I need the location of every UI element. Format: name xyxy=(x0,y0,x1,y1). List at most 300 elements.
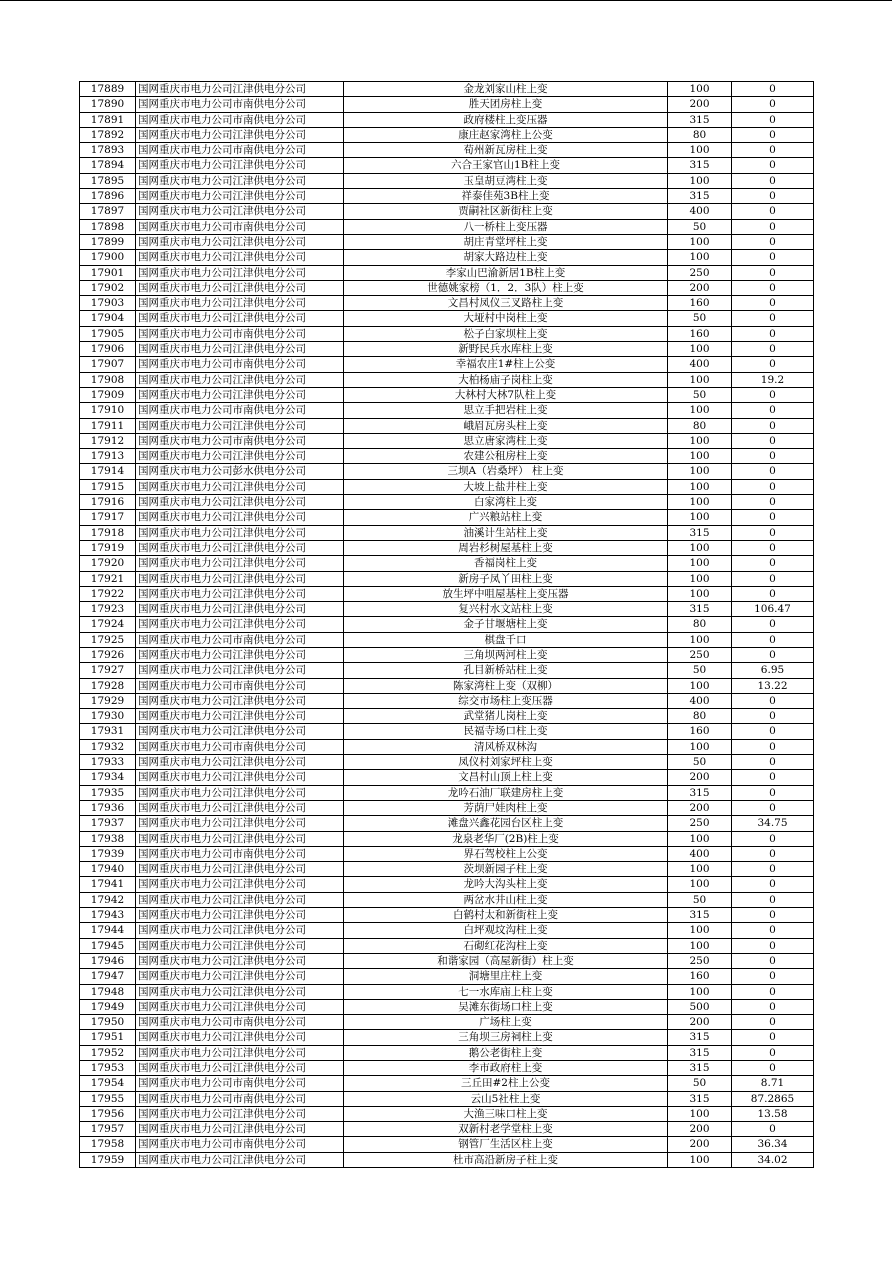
table-row xyxy=(80,82,814,97)
company-cell: 国网重庆市电力公司市南供电分公司 xyxy=(136,1076,344,1091)
value-cell: 0 xyxy=(732,1015,814,1030)
table-row xyxy=(80,846,814,861)
transformer-name-cell: 龙吟大沟头柱上变 xyxy=(344,877,668,892)
capacity-cell: 50 xyxy=(668,1076,732,1091)
transformer-name-cell: 滩盘兴鑫花园台区柱上变 xyxy=(344,816,668,831)
company-cell: 国网重庆市电力公司江津供电分公司 xyxy=(136,510,344,525)
company-cell: 国网重庆市电力公司市南供电分公司 xyxy=(136,357,344,372)
table-row xyxy=(80,1122,814,1137)
table-row xyxy=(80,755,814,770)
value-cell: 0 xyxy=(732,908,814,923)
row-id-cell: 17919 xyxy=(80,540,136,555)
table-row xyxy=(80,632,814,647)
table-row xyxy=(80,464,814,479)
value-cell: 0 xyxy=(732,571,814,586)
capacity-cell: 100 xyxy=(668,433,732,448)
table-row xyxy=(80,97,814,112)
transformer-name-cell: 大柏杨庙子岗柱上变 xyxy=(344,372,668,387)
value-cell: 34.75 xyxy=(732,816,814,831)
transformer-name-cell: 三角坝三房祠柱上变 xyxy=(344,1030,668,1045)
capacity-cell: 100 xyxy=(668,556,732,571)
company-cell: 国网重庆市电力公司江津供电分公司 xyxy=(136,204,344,219)
company-cell: 国网重庆市电力公司江津供电分公司 xyxy=(136,1030,344,1045)
row-id-cell: 17894 xyxy=(80,158,136,173)
transformer-name-cell: 胡庄青堂坪柱上变 xyxy=(344,234,668,249)
value-cell: 0 xyxy=(732,173,814,188)
row-id-cell: 17932 xyxy=(80,739,136,754)
value-cell: 0 xyxy=(732,250,814,265)
transformer-name-cell: 凤仪村刘家坪柱上变 xyxy=(344,755,668,770)
row-id-cell: 17940 xyxy=(80,862,136,877)
company-cell: 国网重庆市电力公司江津供电分公司 xyxy=(136,586,344,601)
value-cell: 13.58 xyxy=(732,1106,814,1121)
table-row xyxy=(80,800,814,815)
row-id-cell: 17892 xyxy=(80,127,136,142)
value-cell: 0 xyxy=(732,1061,814,1076)
transformer-name-cell: 胜天团房柱上变 xyxy=(344,97,668,112)
row-id-cell: 17951 xyxy=(80,1030,136,1045)
capacity-cell: 100 xyxy=(668,571,732,586)
transformer-name-cell: 综交市场柱上变压器 xyxy=(344,693,668,708)
table-row xyxy=(80,862,814,877)
transformer-name-cell: 石砌红花沟柱上变 xyxy=(344,938,668,953)
row-id-cell: 17931 xyxy=(80,724,136,739)
row-id-cell: 17905 xyxy=(80,326,136,341)
table-row xyxy=(80,158,814,173)
table-row xyxy=(80,280,814,295)
company-cell: 国网重庆市电力公司江津供电分公司 xyxy=(136,479,344,494)
table-row xyxy=(80,250,814,265)
company-cell: 国网重庆市电力公司江津供电分公司 xyxy=(136,342,344,357)
value-cell: 0 xyxy=(732,938,814,953)
capacity-cell: 100 xyxy=(668,862,732,877)
transformer-name-cell: 两岔水井山柱上变 xyxy=(344,892,668,907)
value-cell: 0 xyxy=(732,143,814,158)
value-cell: 0 xyxy=(732,265,814,280)
table-row xyxy=(80,770,814,785)
value-cell: 0 xyxy=(732,739,814,754)
table-row xyxy=(80,510,814,525)
table-row xyxy=(80,112,814,127)
table-row xyxy=(80,1045,814,1060)
row-id-cell: 17918 xyxy=(80,525,136,540)
transformer-name-cell: 松子白家坝柱上变 xyxy=(344,326,668,341)
table-row xyxy=(80,1030,814,1045)
company-cell: 国网重庆市电力公司江津供电分公司 xyxy=(136,1152,344,1167)
table-row xyxy=(80,418,814,433)
value-cell: 0 xyxy=(732,403,814,418)
capacity-cell: 200 xyxy=(668,770,732,785)
table-row xyxy=(80,311,814,326)
value-cell: 0 xyxy=(732,342,814,357)
transformer-name-cell: 陈家湾柱上变（双柳） xyxy=(344,678,668,693)
row-id-cell: 17914 xyxy=(80,464,136,479)
capacity-cell: 500 xyxy=(668,999,732,1014)
value-cell: 0 xyxy=(732,586,814,601)
capacity-cell: 100 xyxy=(668,923,732,938)
capacity-cell: 160 xyxy=(668,296,732,311)
company-cell: 国网重庆市电力公司江津供电分公司 xyxy=(136,418,344,433)
capacity-cell: 400 xyxy=(668,357,732,372)
transformer-name-cell: 新野民兵水库柱上变 xyxy=(344,342,668,357)
transformer-name-cell: 大坡上盐井柱上变 xyxy=(344,479,668,494)
capacity-cell: 100 xyxy=(668,234,732,249)
row-id-cell: 17925 xyxy=(80,632,136,647)
capacity-cell: 80 xyxy=(668,617,732,632)
capacity-cell: 80 xyxy=(668,418,732,433)
company-cell: 国网重庆市电力公司市南供电分公司 xyxy=(136,632,344,647)
row-id-cell: 17912 xyxy=(80,433,136,448)
transformer-name-cell: 峨眉瓦房头柱上变 xyxy=(344,418,668,433)
company-cell: 国网重庆市电力公司江津供电分公司 xyxy=(136,800,344,815)
capacity-cell: 315 xyxy=(668,158,732,173)
company-cell: 国网重庆市电力公司江津供电分公司 xyxy=(136,999,344,1014)
transformer-name-cell: 白坪观坟沟柱上变 xyxy=(344,923,668,938)
company-cell: 国网重庆市电力公司江津供电分公司 xyxy=(136,969,344,984)
row-id-cell: 17911 xyxy=(80,418,136,433)
company-cell: 国网重庆市电力公司江津供电分公司 xyxy=(136,724,344,739)
value-cell: 0 xyxy=(732,1122,814,1137)
value-cell: 0 xyxy=(732,709,814,724)
company-cell: 国网重庆市电力公司江津供电分公司 xyxy=(136,602,344,617)
transformer-name-cell: 八一桥柱上变压器 xyxy=(344,219,668,234)
value-cell: 0 xyxy=(732,617,814,632)
capacity-cell: 315 xyxy=(668,1091,732,1106)
capacity-cell: 315 xyxy=(668,785,732,800)
transformer-name-cell: 新房子凤丫田柱上变 xyxy=(344,571,668,586)
transformer-name-cell: 龙泉老华厂(2B)柱上变 xyxy=(344,831,668,846)
company-cell: 国网重庆市电力公司江津供电分公司 xyxy=(136,250,344,265)
company-cell: 国网重庆市电力公司市南供电分公司 xyxy=(136,678,344,693)
transformer-table xyxy=(79,81,814,1168)
row-id-cell: 17955 xyxy=(80,1091,136,1106)
row-id-cell: 17902 xyxy=(80,280,136,295)
row-id-cell: 17924 xyxy=(80,617,136,632)
capacity-cell: 100 xyxy=(668,632,732,647)
table-row xyxy=(80,495,814,510)
capacity-cell: 250 xyxy=(668,816,732,831)
company-cell: 国网重庆市电力公司市南供电分公司 xyxy=(136,97,344,112)
value-cell: 0 xyxy=(732,82,814,97)
company-cell: 国网重庆市电力公司江津供电分公司 xyxy=(136,1106,344,1121)
capacity-cell: 100 xyxy=(668,1152,732,1167)
company-cell: 国网重庆市电力公司市南供电分公司 xyxy=(136,326,344,341)
row-id-cell: 17946 xyxy=(80,953,136,968)
table-row xyxy=(80,647,814,662)
table-row xyxy=(80,999,814,1014)
value-cell: 0 xyxy=(732,800,814,815)
transformer-name-cell: 放生坪中咀屋基柱上变压器 xyxy=(344,586,668,601)
capacity-cell: 100 xyxy=(668,938,732,953)
transformer-name-cell: 大林村大林7队柱上变 xyxy=(344,387,668,402)
value-cell: 106.47 xyxy=(732,602,814,617)
company-cell: 国网重庆市电力公司江津供电分公司 xyxy=(136,173,344,188)
table-row xyxy=(80,143,814,158)
row-id-cell: 17903 xyxy=(80,296,136,311)
transformer-name-cell: 贾嗣社区新街柱上变 xyxy=(344,204,668,219)
row-id-cell: 17953 xyxy=(80,1061,136,1076)
row-id-cell: 17891 xyxy=(80,112,136,127)
row-id-cell: 17956 xyxy=(80,1106,136,1121)
row-id-cell: 17957 xyxy=(80,1122,136,1137)
row-id-cell: 17950 xyxy=(80,1015,136,1030)
transformer-name-cell: 云山5社柱上变 xyxy=(344,1091,668,1106)
capacity-cell: 160 xyxy=(668,969,732,984)
table-row xyxy=(80,342,814,357)
value-cell: 0 xyxy=(732,326,814,341)
row-id-cell: 17958 xyxy=(80,1137,136,1152)
table-row xyxy=(80,1061,814,1076)
table-row xyxy=(80,433,814,448)
capacity-cell: 100 xyxy=(668,586,732,601)
row-id-cell: 17927 xyxy=(80,663,136,678)
capacity-cell: 250 xyxy=(668,953,732,968)
capacity-cell: 315 xyxy=(668,525,732,540)
company-cell: 国网重庆市电力公司市南供电分公司 xyxy=(136,143,344,158)
row-id-cell: 17915 xyxy=(80,479,136,494)
table-row xyxy=(80,449,814,464)
value-cell: 0 xyxy=(732,112,814,127)
transformer-name-cell: 杜市高沿新房子柱上变 xyxy=(344,1152,668,1167)
company-cell: 国网重庆市电力公司江津供电分公司 xyxy=(136,1045,344,1060)
value-cell: 34.02 xyxy=(732,1152,814,1167)
company-cell: 国网重庆市电力公司江津供电分公司 xyxy=(136,953,344,968)
capacity-cell: 100 xyxy=(668,403,732,418)
value-cell: 0 xyxy=(732,189,814,204)
table-row xyxy=(80,953,814,968)
row-id-cell: 17900 xyxy=(80,250,136,265)
value-cell: 0 xyxy=(732,357,814,372)
value-cell: 0 xyxy=(732,510,814,525)
capacity-cell: 50 xyxy=(668,892,732,907)
company-cell: 国网重庆市电力公司江津供电分公司 xyxy=(136,540,344,555)
capacity-cell: 200 xyxy=(668,280,732,295)
row-id-cell: 17941 xyxy=(80,877,136,892)
capacity-cell: 400 xyxy=(668,693,732,708)
company-cell: 国网重庆市电力公司江津供电分公司 xyxy=(136,892,344,907)
table-row xyxy=(80,479,814,494)
table-row xyxy=(80,1091,814,1106)
table-row xyxy=(80,296,814,311)
table-row xyxy=(80,877,814,892)
transformer-name-cell: 周岩杉树屋基柱上变 xyxy=(344,540,668,555)
company-cell: 国网重庆市电力公司江津供电分公司 xyxy=(136,908,344,923)
table-row xyxy=(80,387,814,402)
value-cell: 0 xyxy=(732,770,814,785)
company-cell: 国网重庆市电力公司市南供电分公司 xyxy=(136,846,344,861)
company-cell: 国网重庆市电力公司市南供电分公司 xyxy=(136,433,344,448)
value-cell: 0 xyxy=(732,846,814,861)
row-id-cell: 17944 xyxy=(80,923,136,938)
data-table-container xyxy=(79,81,813,1168)
row-id-cell: 17948 xyxy=(80,984,136,999)
row-id-cell: 17904 xyxy=(80,311,136,326)
table-row xyxy=(80,219,814,234)
value-cell: 0 xyxy=(732,785,814,800)
transformer-name-cell: 康庄赵家湾柱上公变 xyxy=(344,127,668,142)
row-id-cell: 17897 xyxy=(80,204,136,219)
value-cell: 0 xyxy=(732,831,814,846)
capacity-cell: 100 xyxy=(668,739,732,754)
capacity-cell: 200 xyxy=(668,800,732,815)
value-cell: 0 xyxy=(732,234,814,249)
value-cell: 0 xyxy=(732,984,814,999)
company-cell: 国网重庆市电力公司江津供电分公司 xyxy=(136,158,344,173)
transformer-name-cell: 荀州新瓦房柱上变 xyxy=(344,143,668,158)
row-id-cell: 17943 xyxy=(80,908,136,923)
company-cell: 国网重庆市电力公司市南供电分公司 xyxy=(136,403,344,418)
company-cell: 国网重庆市电力公司江津供电分公司 xyxy=(136,877,344,892)
value-cell: 0 xyxy=(732,449,814,464)
company-cell: 国网重庆市电力公司江津供电分公司 xyxy=(136,265,344,280)
value-cell: 36.34 xyxy=(732,1137,814,1152)
capacity-cell: 100 xyxy=(668,479,732,494)
transformer-name-cell: 胡家大路边柱上变 xyxy=(344,250,668,265)
table-row xyxy=(80,709,814,724)
table-row xyxy=(80,602,814,617)
value-cell: 0 xyxy=(732,892,814,907)
company-cell: 国网重庆市电力公司江津供电分公司 xyxy=(136,938,344,953)
value-cell: 0 xyxy=(732,296,814,311)
value-cell: 0 xyxy=(732,495,814,510)
company-cell: 国网重庆市电力公司市南供电分公司 xyxy=(136,1015,344,1030)
table-row xyxy=(80,908,814,923)
transformer-name-cell: 香福岗柱上变 xyxy=(344,556,668,571)
table-row xyxy=(80,357,814,372)
row-id-cell: 17899 xyxy=(80,234,136,249)
capacity-cell: 400 xyxy=(668,204,732,219)
value-cell: 0 xyxy=(732,693,814,708)
transformer-name-cell: 芳荫尸娃肉柱上变 xyxy=(344,800,668,815)
capacity-cell: 200 xyxy=(668,1015,732,1030)
value-cell: 0 xyxy=(732,387,814,402)
value-cell: 6.95 xyxy=(732,663,814,678)
transformer-name-cell: 三丘田#2柱上公变 xyxy=(344,1076,668,1091)
capacity-cell: 100 xyxy=(668,678,732,693)
company-cell: 国网重庆市电力公司江津供电分公司 xyxy=(136,1061,344,1076)
table-row xyxy=(80,1076,814,1091)
company-cell: 国网重庆市电力公司江津供电分公司 xyxy=(136,556,344,571)
row-id-cell: 17907 xyxy=(80,357,136,372)
transformer-name-cell: 大垭村中岗柱上变 xyxy=(344,311,668,326)
company-cell: 国网重庆市电力公司江津供电分公司 xyxy=(136,785,344,800)
capacity-cell: 315 xyxy=(668,908,732,923)
company-cell: 国网重庆市电力公司市南供电分公司 xyxy=(136,1137,344,1152)
capacity-cell: 160 xyxy=(668,326,732,341)
row-id-cell: 17895 xyxy=(80,173,136,188)
capacity-cell: 100 xyxy=(668,82,732,97)
value-cell: 19.2 xyxy=(732,372,814,387)
capacity-cell: 100 xyxy=(668,495,732,510)
table-row xyxy=(80,938,814,953)
transformer-name-cell: 孔目新桥站柱上变 xyxy=(344,663,668,678)
capacity-cell: 100 xyxy=(668,984,732,999)
company-cell: 国网重庆市电力公司江津供电分公司 xyxy=(136,372,344,387)
value-cell: 0 xyxy=(732,755,814,770)
capacity-cell: 100 xyxy=(668,372,732,387)
company-cell: 国网重庆市电力公司江津供电分公司 xyxy=(136,449,344,464)
transformer-name-cell: 洞塘里庄柱上变 xyxy=(344,969,668,984)
capacity-cell: 100 xyxy=(668,342,732,357)
transformer-name-cell: 棋盘千口 xyxy=(344,632,668,647)
company-cell: 国网重庆市电力公司江津供电分公司 xyxy=(136,816,344,831)
company-cell: 国网重庆市电力公司江津供电分公司 xyxy=(136,693,344,708)
row-id-cell: 17935 xyxy=(80,785,136,800)
capacity-cell: 50 xyxy=(668,219,732,234)
transformer-name-cell: 和谐家园（高屋新街）柱上变 xyxy=(344,953,668,968)
table-row xyxy=(80,617,814,632)
company-cell: 国网重庆市电力公司江津供电分公司 xyxy=(136,617,344,632)
company-cell: 国网重庆市电力公司江津供电分公司 xyxy=(136,663,344,678)
capacity-cell: 400 xyxy=(668,846,732,861)
row-id-cell: 17916 xyxy=(80,495,136,510)
row-id-cell: 17936 xyxy=(80,800,136,815)
company-cell: 国网重庆市电力公司江津供电分公司 xyxy=(136,831,344,846)
table-row xyxy=(80,1152,814,1167)
table-row xyxy=(80,663,814,678)
value-cell: 0 xyxy=(732,97,814,112)
transformer-name-cell: 六合王家官山1B柱上变 xyxy=(344,158,668,173)
transformer-name-cell: 李市政府柱上变 xyxy=(344,1061,668,1076)
table-body xyxy=(80,82,814,1168)
transformer-name-cell: 龙吟石油厂联建房柱上变 xyxy=(344,785,668,800)
transformer-name-cell: 三坝A（岩桑坪） 柱上变 xyxy=(344,464,668,479)
company-cell: 国网重庆市电力公司江津供电分公司 xyxy=(136,189,344,204)
table-row xyxy=(80,785,814,800)
transformer-name-cell: 七一水库庙上柱上变 xyxy=(344,984,668,999)
company-cell: 国网重庆市电力公司市南供电分公司 xyxy=(136,112,344,127)
transformer-name-cell: 双新村老学堂柱上变 xyxy=(344,1122,668,1137)
value-cell: 0 xyxy=(732,1045,814,1060)
table-row xyxy=(80,1137,814,1152)
transformer-name-cell: 清风桥双林沟 xyxy=(344,739,668,754)
row-id-cell: 17947 xyxy=(80,969,136,984)
capacity-cell: 315 xyxy=(668,1030,732,1045)
table-row xyxy=(80,372,814,387)
transformer-name-cell: 祥泰佳苑3B柱上变 xyxy=(344,189,668,204)
transformer-name-cell: 吴滩东街场口柱上变 xyxy=(344,999,668,1014)
capacity-cell: 80 xyxy=(668,709,732,724)
row-id-cell: 17921 xyxy=(80,571,136,586)
transformer-name-cell: 农建公租房柱上变 xyxy=(344,449,668,464)
company-cell: 国网重庆市电力公司江津供电分公司 xyxy=(136,923,344,938)
transformer-name-cell: 广场柱上变 xyxy=(344,1015,668,1030)
row-id-cell: 17906 xyxy=(80,342,136,357)
capacity-cell: 100 xyxy=(668,877,732,892)
row-id-cell: 17938 xyxy=(80,831,136,846)
table-row xyxy=(80,984,814,999)
company-cell: 国网重庆市电力公司江津供电分公司 xyxy=(136,127,344,142)
company-cell: 国网重庆市电力公司市南供电分公司 xyxy=(136,739,344,754)
row-id-cell: 17890 xyxy=(80,97,136,112)
transformer-name-cell: 钢管厂生活区柱上变 xyxy=(344,1137,668,1152)
row-id-cell: 17898 xyxy=(80,219,136,234)
row-id-cell: 17954 xyxy=(80,1076,136,1091)
row-id-cell: 17893 xyxy=(80,143,136,158)
table-row xyxy=(80,204,814,219)
table-row xyxy=(80,739,814,754)
company-cell: 国网重庆市电力公司江津供电分公司 xyxy=(136,755,344,770)
company-cell: 国网重庆市电力公司江津供电分公司 xyxy=(136,495,344,510)
transformer-name-cell: 复兴村水文站柱上变 xyxy=(344,602,668,617)
capacity-cell: 100 xyxy=(668,173,732,188)
transformer-name-cell: 金龙刘家山柱上变 xyxy=(344,82,668,97)
value-cell: 0 xyxy=(732,464,814,479)
value-cell: 0 xyxy=(732,479,814,494)
row-id-cell: 17908 xyxy=(80,372,136,387)
company-cell: 国网重庆市电力公司江津供电分公司 xyxy=(136,387,344,402)
table-row xyxy=(80,892,814,907)
